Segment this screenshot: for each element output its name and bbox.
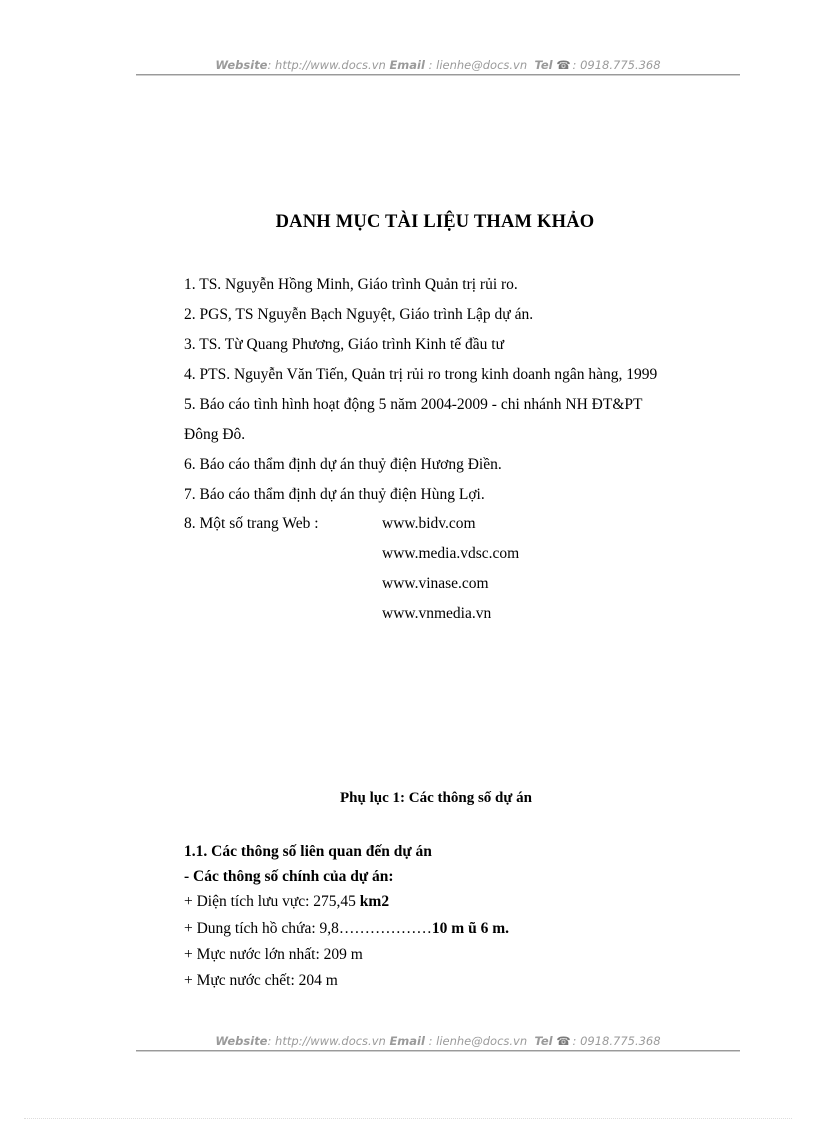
website-link: www.vinase.com [382,575,489,592]
reference-item-continuation: Đông Đô. [184,426,246,443]
website-link: www.media.vdsc.com [382,545,520,562]
website-link: www.bidv.com [382,515,476,532]
subsection-heading: - Các thông số chính của dự án: [184,868,394,885]
header-email-label: Email [389,58,425,72]
header-website-value: : http://www.docs.vn [267,58,386,72]
footer-email-label: Email [389,1034,425,1048]
header-divider [136,74,740,76]
reference-item: 8. Một số trang Web : [184,515,319,532]
header-website-label: Website [215,58,268,72]
footer-tel-value: : 0918.775.368 [572,1034,661,1048]
reference-item: 4. PTS. Nguyễn Văn Tiến, Quản trị rủi ro trong kinh doanh ngân hàng, 1999 [184,366,658,383]
header-tel-label: Tel [534,58,553,72]
website-link: www.vnmedia.vn [382,605,492,622]
footer-website-label: Website [215,1034,268,1048]
phone-icon: ☎ [556,1034,571,1048]
reference-item: 1. TS. Nguyễn Hồng Minh, Giáo trình Quản trị rủi ro. [184,276,518,293]
page-footer [136,1034,740,1048]
param-area-unit: km2 [359,893,390,910]
param-capacity-value: 10 m ũ 6 m. [431,920,509,937]
page-header [136,58,740,72]
section-heading: 1.1. Các thông số liên quan đến dự án [184,843,432,860]
reference-item: 6. Báo cáo thẩm định dự án thuỷ điện Hương Điền. [184,456,502,473]
footer-tel-label: Tel [534,1034,553,1048]
footer-divider [136,1050,740,1052]
reference-item: 3. TS. Từ Quang Phương, Giáo trình Kinh tế đầu tư [184,336,504,353]
header-tel-value: : 0918.775.368 [572,58,661,72]
reference-item: 2. PGS, TS Nguyễn Bạch Nguyệt, Giáo trình Lập dự án. [184,306,534,323]
reference-item: 5. Báo cáo tình hình hoạt động 5 năm 2004-2009 - chi nhánh NH ĐT&PT [184,396,643,413]
page-bottom-border [24,1118,792,1119]
param-capacity-text: + Dung tích hồ chứa: 9,8……………… [184,920,432,937]
reference-item: 7. Báo cáo thẩm định dự án thuỷ điện Hùng Lợi. [184,486,485,503]
header-email-value: : lienhe@docs.vn [424,58,528,72]
phone-icon: ☎ [556,58,571,72]
appendix-title: Phụ lục 1: Các thông số dự án [340,790,532,806]
footer-website-value: : http://www.docs.vn [267,1034,386,1048]
param-area-text: + Diện tích lưu vực: 275,45 [184,893,360,910]
footer-email-value: : lienhe@docs.vn [424,1034,528,1048]
param-max-level: + Mực nước lớn nhất: 209 m [184,946,363,963]
param-dead-level: + Mực nước chết: 204 m [184,972,338,989]
param-area [184,893,389,911]
page-title: DANH MỤC TÀI LIỆU THAM KHẢO [275,212,595,232]
param-capacity [184,920,509,938]
